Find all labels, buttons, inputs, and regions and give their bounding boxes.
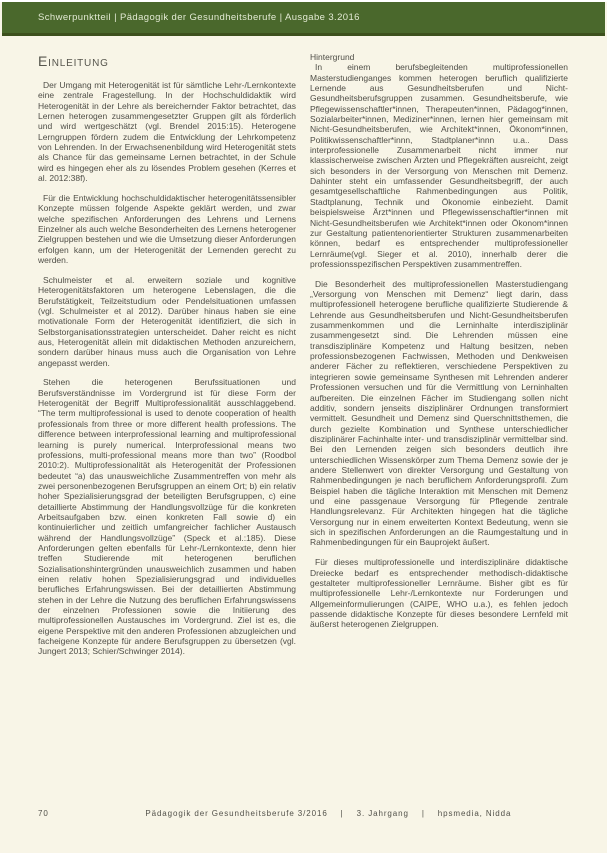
- header-rule: [2, 33, 605, 36]
- left-column-paragraphs: [38, 80, 296, 657]
- header-text: Schwerpunktteil | Pädagogik der Gesundheitsberufe | Ausgabe 3.2016: [38, 12, 360, 23]
- paragraph: In einem berufsbegleitenden multiprofessionellen Masterstudienganges kommen heterogen beruflich qualifizierte Lernende aus Gesundheitsberufen und Nicht-Gesundheitsberufsgruppen zusammen. Gesundheitsberufe, wie Pflegewissenschaftler*innen, Therapeuten*innen, Pädagog*innen, Sozialarbeiter*innen, Mediziner*innen, lernen hier gemeinsam mit Nicht-Gesundheitsberufen, wie Architekt*innen, Ökonom*innen, Politikwissenschaftler*innn, Stadtplaner*innn u.a.. Dass interprofessionelle Zusammenarbeit nicht immer nur klassischerweise zwischen Ärzten und Pflegekräften ausreicht, zeigt sich besonders in der Versorgung von Menschen mit Demenz. Dahinter steht ein umfassender Gesundheitsbegriff, der auch gesamtgesellschaftliche Rahmenbedingungen aus Politik, Stadtplanung, Technik und Ökonomie einbezieht. Damit beispielsweise Ärzt*innen und Pflegewissenschaftler*innen mit Nicht-Gesundheitsberufen wie Architekt*innen oder Ökonom*innen zur Gestaltung patientenorientierter Strukturen zusammenarbeiten können, bedarf es entsprechender multiprofessioneller Lernräume(vgl. Sieger et al. 2010), innerhalb derer die professionsspezifischen Perspektiven zusammentreffen.: [310, 62, 568, 269]
- right-column: [310, 52, 568, 803]
- footer-separator: |: [340, 809, 344, 818]
- page-footer: [38, 809, 568, 823]
- paragraph: Stehen die heterogenen Berufssituationen und Berufsverständnisse im Vordergrund ist für diese Form der Heterogenität der Begriff Multiprofessionalität ausschlaggebend. “The term multiprofessional is used to denote cooperation of health professionals from three or more different health professions. The difference between interprofessional learning and multiprofessional learning is purely numerical. Interprofessional means two professions, multi-professional means more than two” (Roodbol 2010:2). Multiprofessionalität als Heterogenität der Professionen bedeutet “a) das unausweichliche Zusammentreffen von mehr als zwei personenbezogenen Berufsgruppen an einem Ort; b) ein relativ hoher Spezialisierungsgrad der beteiligten Berufsgruppen, c) eine detaillierte Abstimmung der Handlungsvollzüge für die konkreten Arbeitsaufgaben bzw. einen konkreten Fall sowie d) ein kontinuierlicher und zeitlich umfangreicher fachlicher Austausch während der Handlungsvollzüge” (Speck et al.:185). Diese Anforderungen gelten ebenfalls für Lehr-/Lernkontexte, denn hier treffen Studierende mit heterogenen beruflichen Sozialisationshintergründen unausweichlich zusammen und haben einen relativ hohen Spezialisierungsgrad und individuelles berufliches Erfahrungswissen. Bei der detaillierten Abstimmung stehen in der Lehre die Nutzung des beruflichen Erfahrungswissens der einzelnen Professionen sowie die Initiierung des multiprofessionellen Austausches im Vordergrund. Ziel ist es, die eigene Perspektive mit den anderen Professionen abzugleichen und facheigene Konzepte für andere Berufsgruppen zu übersetzen (vgl. Jungert 2013; Schier/Schwinger 2014).: [38, 377, 296, 657]
- paragraph: Der Umgang mit Heterogenität ist für sämtliche Lehr-/Lernkontexte eine zentrale Fragestellung. In der Hochschuldidaktik wird Heterogenität in der Lehre als bereichernder Faktor betrachtet, das Lernen heterogen zusammengesetzter Gruppen gilt als förderlich und wird wertgeschätzt (vgl. Brendel 2015:15). Heterogene Lerngruppen fördern zudem die Entwicklung der Lehrkompetenz von Lehrenden. In der Erwachsenenbildung wird Heterogenität stets als Chance für das gemeinsame Lernen betrachtet, in der Schule wird es hingegen eher als zu lösendes Problem gesehen (Kerres et al. 2012:38f).: [38, 80, 296, 184]
- page-number: 70: [38, 809, 49, 818]
- paragraph: Für die Entwicklung hochschuldidaktischer heterogenitätssensibler Konzepte müssen folgende Aspekte geklärt werden, und zwar welche spezifischen Anforderungen des Lehrens und Lernens Einzelner als auch welche Besonderheiten des Lernens heterogener Zielgruppen bestehen und wie die Umsetzung dieser Anforderungen erfolgen kann, um der Heterogenität der Lernenden gerecht zu werden.: [38, 192, 296, 265]
- paragraph: Die Besonderheit des multiprofessionellen Masterstudiengang „Versorgung von Menschen mit Demenz“ liegt darin, dass multiprofessionell heterogene berufliche qualifizierte Studierende & Lehrende aus Gesundheitsberufen und Nicht-Gesundheitsberufen zusammenkommen und die Lerninhalte interdisziplinär zusammengesetzt sind. Die Lehrenden müssen eine transdisziplinäre Kompetenz und Haltung besitzen, neben professionsbezogenen Fachwissen, Methoden und Denkweisen anderer Fächer zu reflektieren, verschiedene Perspektiven zu integrieren sowie gemeinsame Synthesen mit Lehrenden anderer Professionen versuchen und für die Vermittlung von Lerninhalten aufbereiten. Die einzelnen Fächer im Studiengang sollen nicht additiv, sondern jenseits disziplinärer Ordnungen transformiert vermittelt. Gesundheit und Demenz sind Querschnittsthemen, die durch gezielte Kombination und Synthese unterschiedlicher disziplinärer Fachinhalte inter- und transdisziplinär vermittelbar sind. Bei den Lernenden zeigen sich besonders deutlich ihre unterschiedlichen Wissenskörper zum Thema Demenz sowie der je andere Stellenwert von direkter Versorgung und Gestaltung von Rahmenbedingungen je nach beruflichem Anforderungsprofil. Zum Beispiel haben die tägliche Interaktion mit Menschen mit Demenz und eine passgenaue Versorgung für Pflegende zentrale Handlungsrelevanz. Für Architekten hingegen hat die tägliche Versorgung nur in einem erweiterten Kontext Bedeutung, wenn sie sich in spezifischen Anforderungen an die Raumgestaltung und in Rahmenbedingungen für ein Bauprojekt äußert.: [310, 278, 568, 548]
- right-column-paragraphs: [310, 62, 568, 629]
- footer-journal-title: Pädagogik der Gesundheitsberufe 3/2016: [145, 809, 328, 818]
- paragraph: Schulmeister et al. erweitern soziale und kognitive Heterogenitätsfaktoren um heterogene Lebenslagen, die die Berufstätigkeit, Teilzeitstudium oder Pendelsituationen umfassen (vgl. Schulmeister et al 2012). Darüber hinaus haben sie eine motivationale Form der Heterogenität identifiziert, die sich in Selbstorganisationsstrategien unterscheidet. Daher reicht es nicht aus, Heterogenität allein mit didaktischen Methoden anzureichern, sondern darüber hinaus muss auch die Organisation von Lehre angepasst werden.: [38, 274, 296, 368]
- article-body: [38, 52, 568, 803]
- footer-volume: 3. Jahrgang: [356, 809, 409, 818]
- footer-line: [89, 809, 568, 818]
- footer-publisher: hpsmedia, Nidda: [437, 809, 512, 818]
- page-header-bar: [2, 2, 605, 33]
- paragraph: Für dieses multiprofessionelle und interdisziplinäre didaktische Dreiecke bedarf es entsprechender methodisch-didaktische gestalteter multiprofessioneller Lernräume. Bisher gibt es für multiprofessionelle Lehr-/Lernkontexte nur Forderungen und Allgemeinformulierungen (CAIPE, WHO u.a.), es fehlen jedoch passende didaktische Konzepte für dieses besondere Lernfeld mit äußerst heterogenen Zielgruppen.: [310, 557, 568, 630]
- section-heading-einleitung: Einleitung: [38, 53, 109, 69]
- left-column: [38, 52, 296, 803]
- section-heading-hintergrund: Hintergrund: [310, 52, 355, 62]
- footer-separator: |: [421, 809, 425, 818]
